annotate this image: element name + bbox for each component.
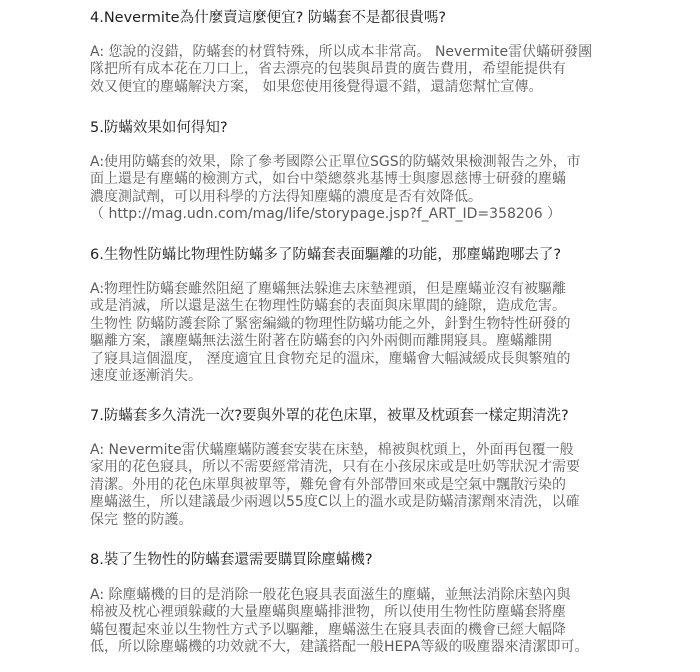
faq-answer-4 xyxy=(90,44,660,96)
answer-line: 速度並逐漸消失。 xyxy=(90,368,202,385)
answer-line: 低，所以除塵蟎機的功效就不大，建議搭配一般HEPA等級的吸塵器來清潔即可。 xyxy=(90,639,589,656)
answer-line: 或是消滅，所以還是滋生在物理性防蟎套的表面與床單間的縫隙，造成危害。 xyxy=(90,298,566,315)
answer-line: 濃度測試劑，可以用科學的方法得知塵蟎的濃度是否有效降低。 xyxy=(90,188,482,205)
answer-line: 棉被及枕心裡頭躲藏的大量塵蟎與塵蟎排泄物，所以使用生物性防塵蟎套將塵 xyxy=(90,604,566,621)
answer-line: 清潔。外用的花色床單與被單等，難免會有外部帶回來或是空氣中飄散污染的 xyxy=(90,476,566,493)
answer-line: 面上還是有塵蟎的檢測方式，如台中榮總蔡兆基博士與廖恩慈博士研發的塵蟎 xyxy=(90,171,566,188)
answer-line: 蟎包覆起來並以生物性方式予以驅離，塵蟎滋生在寢具表面的機會已經大幅降 xyxy=(90,621,566,638)
faq-question-7: 7.防蟎套多久清洗一次?要與外罩的花色床單，被單及枕頭套一樣定期清洗? xyxy=(90,408,569,424)
answer-line: 效又便宜的塵蟎解決方案， 如果您使用後覺得還不錯，還請您幫忙宣傳。 xyxy=(90,78,543,95)
answer-line: 驅離方案，讓塵蟎無法滋生附著在防蟎套的內外兩側而離開寢具。塵蟎離開 xyxy=(90,333,552,350)
faq-question-5: 5.防蟎效果如何得知? xyxy=(90,120,228,136)
answer-line: 家用的花色寢具，所以不需要經常清洗，只有在小孩尿床或是吐奶等狀況才需要 xyxy=(90,459,580,476)
faq-answer-7 xyxy=(90,442,660,529)
faq-question-4: 4.Nevermite為什麼賣這麼便宜? 防蟎套不是都很貴嗎? xyxy=(90,10,447,26)
answer-line: A:物理性防蟎套雖然阻絕了塵蟎無法躲進去床墊裡頭，但是塵蟎並沒有被驅離 xyxy=(90,281,567,297)
answer-line: 生物性 防蟎防護套除了緊密編織的物理性防蟎功能之外，針對生物特性研發的 xyxy=(90,315,571,332)
faq-answer-8 xyxy=(90,587,660,657)
answer-line: 隊把所有成本花在刀口上，省去漂亮的包裝與昂貴的廣告費用，希望能提供有 xyxy=(90,61,566,78)
answer-line: A:使用防蟎套的效果，除了參考國際公正單位SGS的防蟎效果檢測報告之外，市 xyxy=(90,154,581,170)
answer-line: 塵蟎滋生，所以建議最少兩週以55度C以上的溫水或是防蟎清潔劑來清洗，以確 xyxy=(90,494,580,511)
source-link[interactable]: （ http://mag.udn.com/mag/life/storypage.jsp?f_ART_ID=358206 ） xyxy=(90,206,562,223)
answer-line: A: 您說的沒錯，防蟎套的材質特殊，所以成本非常高。 Nevermite雷伏蟎研發團 xyxy=(90,44,593,60)
faq-question-8: 8.裝了生物性的防蟎套還需要購買除塵蟎機? xyxy=(90,552,373,568)
answer-line: A: 除塵蟎機的目的是消除一般花色寢具表面滋生的塵蟎，並無法消除床墊內與 xyxy=(90,587,571,603)
faq-answer-6 xyxy=(90,281,660,385)
answer-line: 了寢具這個溫度， 溼度適宜且食物充足的溫床，塵蟎會大幅減緩成長與繁殖的 xyxy=(90,350,571,367)
answer-line: A: Nevermite雷伏蟎塵蟎防護套安裝在床墊，棉被與枕頭上，外面再包覆一般 xyxy=(90,442,574,458)
faq-question-6: 6.生物性防蟎比物理性防蟎多了防蟎套表面驅離的功能，那塵蟎跑哪去了? xyxy=(90,247,562,263)
answer-line: 保完 整的防護。 xyxy=(90,511,193,528)
faq-answer-5 xyxy=(90,154,660,224)
